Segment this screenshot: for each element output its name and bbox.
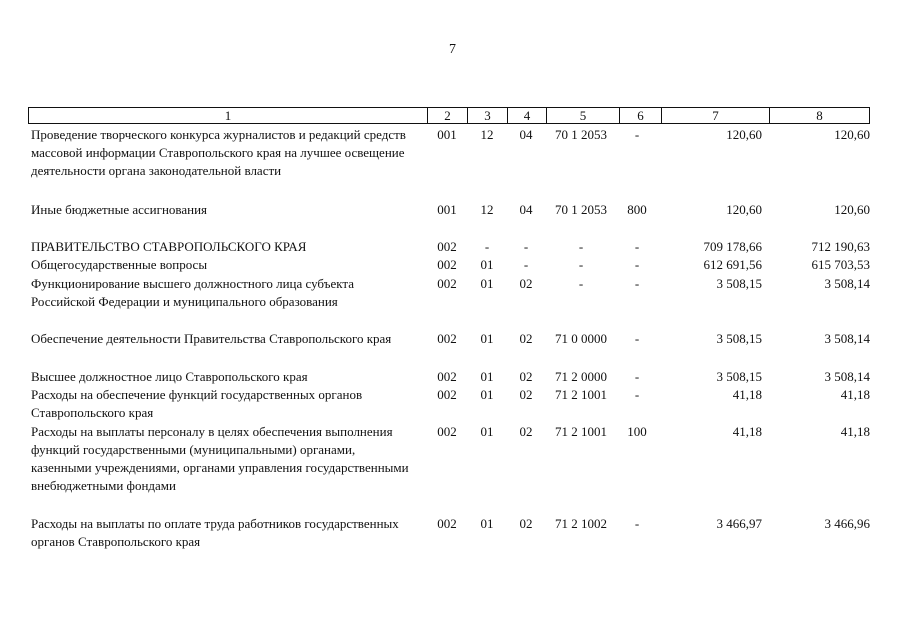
header-col-3: 3 (484, 108, 491, 123)
row-col-7: 120,60 (726, 127, 762, 142)
row-name: Расходы на выплаты персоналу в целях обеспечения выполнения функций государственными (муниципальными) органами, казенными учреждениями, органами управления государственными внебюджетными фондами (31, 424, 409, 493)
row-col-3: 12 (480, 127, 494, 142)
header-col-2: 2 (444, 108, 451, 123)
row-col-6: - (634, 369, 640, 384)
row-name: Иные бюджетные ассигнования (31, 202, 208, 217)
row-col-8: 3 508,14 (824, 331, 870, 346)
row-col-2: 002 (437, 331, 457, 346)
row-col-2: 002 (437, 387, 457, 402)
row-col-6: 800 (627, 202, 647, 217)
row-col-4: 02 (519, 424, 533, 439)
header-col-8: 8 (816, 108, 823, 123)
row-col-6: - (634, 516, 640, 531)
row-col-6: 100 (627, 424, 647, 439)
row-col-3: 01 (480, 424, 494, 439)
row-col-4: 02 (519, 369, 533, 384)
page-number: 7 (449, 42, 456, 57)
row-col-7: 120,60 (726, 202, 762, 217)
row-col-5: 70 1 2053 (555, 202, 607, 217)
row-col-8: 41,18 (840, 387, 870, 402)
row-col-3: 01 (480, 369, 494, 384)
row-col-4: 04 (519, 202, 533, 217)
row-col-8: 3 466,96 (824, 516, 870, 531)
row-col-8: 120,60 (834, 202, 870, 217)
row-col-7: 3 508,15 (716, 369, 762, 384)
row-col-5: 71 2 1001 (555, 387, 607, 402)
row-name: Проведение творческого конкурса журналистов и редакций средств массовой информации Ставропольского края на лучшее освещение деятельности органа законодательной власти (31, 127, 406, 178)
header-col-4: 4 (523, 108, 531, 123)
row-col-5: 71 2 1002 (555, 516, 607, 531)
row-col-4: 04 (519, 127, 533, 142)
row-name: Расходы на выплаты по оплате труда работников государственных органов Ставропольского края (31, 516, 399, 549)
row-col-2: 002 (437, 276, 457, 291)
header-col-1: 1 (224, 108, 232, 123)
row-name: ПРАВИТЕЛЬСТВО СТАВРОПОЛЬСКОГО КРАЯ (31, 239, 307, 254)
row-col-2: 002 (437, 424, 457, 439)
row-col-8: 712 190,63 (811, 239, 870, 254)
row-col-3: 01 (480, 331, 494, 346)
row-col-4: - (523, 239, 529, 254)
row-col-5: 71 0 0000 (555, 331, 607, 346)
row-name: Общегосударственные вопросы (31, 257, 208, 272)
row-col-4: 02 (519, 331, 533, 346)
row-name: Расходы на обеспечение функций государственных органов Ставропольского края (31, 387, 363, 420)
row-col-3: 12 (480, 202, 494, 217)
header-col-6: 6 (637, 108, 644, 123)
row-col-5: 70 1 2053 (555, 127, 607, 142)
row-name: Обеспечение деятельности Правительства Ставропольского края (31, 331, 392, 346)
row-name: Функционирование высшего должностного лица субъекта Российской Федерации и муниципального образования (31, 276, 354, 309)
row-col-5: - (578, 276, 584, 291)
row-col-2: 002 (437, 257, 457, 272)
row-col-8: 3 508,14 (824, 369, 870, 384)
row-col-8: 615 703,53 (811, 257, 870, 272)
row-col-4: 02 (519, 387, 533, 402)
row-col-5: 71 2 1001 (555, 424, 607, 439)
row-col-3: 01 (480, 257, 494, 272)
row-col-7: 41,18 (732, 387, 762, 402)
row-col-8: 3 508,14 (824, 276, 870, 291)
row-col-5: - (578, 239, 584, 254)
row-col-4: 02 (519, 276, 533, 291)
row-col-2: 002 (437, 239, 457, 254)
row-col-6: - (634, 387, 640, 402)
row-col-8: 120,60 (834, 127, 870, 142)
row-col-2: 002 (437, 369, 457, 384)
row-col-2: 001 (437, 127, 457, 142)
row-col-7: 3 508,15 (716, 276, 762, 291)
header-col-7: 7 (712, 108, 719, 123)
row-col-6: - (634, 127, 640, 142)
row-col-2: 001 (437, 202, 457, 217)
table-header (28, 107, 870, 124)
row-col-6: - (634, 331, 640, 346)
row-col-7: 709 178,66 (703, 239, 762, 254)
row-col-7: 612 691,56 (703, 257, 762, 272)
header-col-5: 5 (579, 108, 587, 123)
row-col-5: - (578, 257, 584, 272)
row-col-4: 02 (519, 516, 533, 531)
row-col-3: 01 (480, 387, 494, 402)
row-col-3: 01 (480, 516, 494, 531)
row-col-7: 41,18 (732, 424, 762, 439)
row-col-3: - (484, 239, 490, 254)
row-col-6: - (634, 239, 640, 254)
row-col-7: 3 466,97 (716, 516, 762, 531)
row-col-7: 3 508,15 (716, 331, 762, 346)
row-col-8: 41,18 (840, 424, 870, 439)
row-col-5: 71 2 0000 (555, 369, 607, 384)
row-name: Высшее должностное лицо Ставропольского края (31, 369, 308, 384)
row-col-4: - (523, 257, 529, 272)
row-col-3: 01 (480, 276, 494, 291)
row-col-6: - (634, 276, 640, 291)
row-col-2: 002 (437, 516, 457, 531)
row-col-6: - (634, 257, 640, 272)
